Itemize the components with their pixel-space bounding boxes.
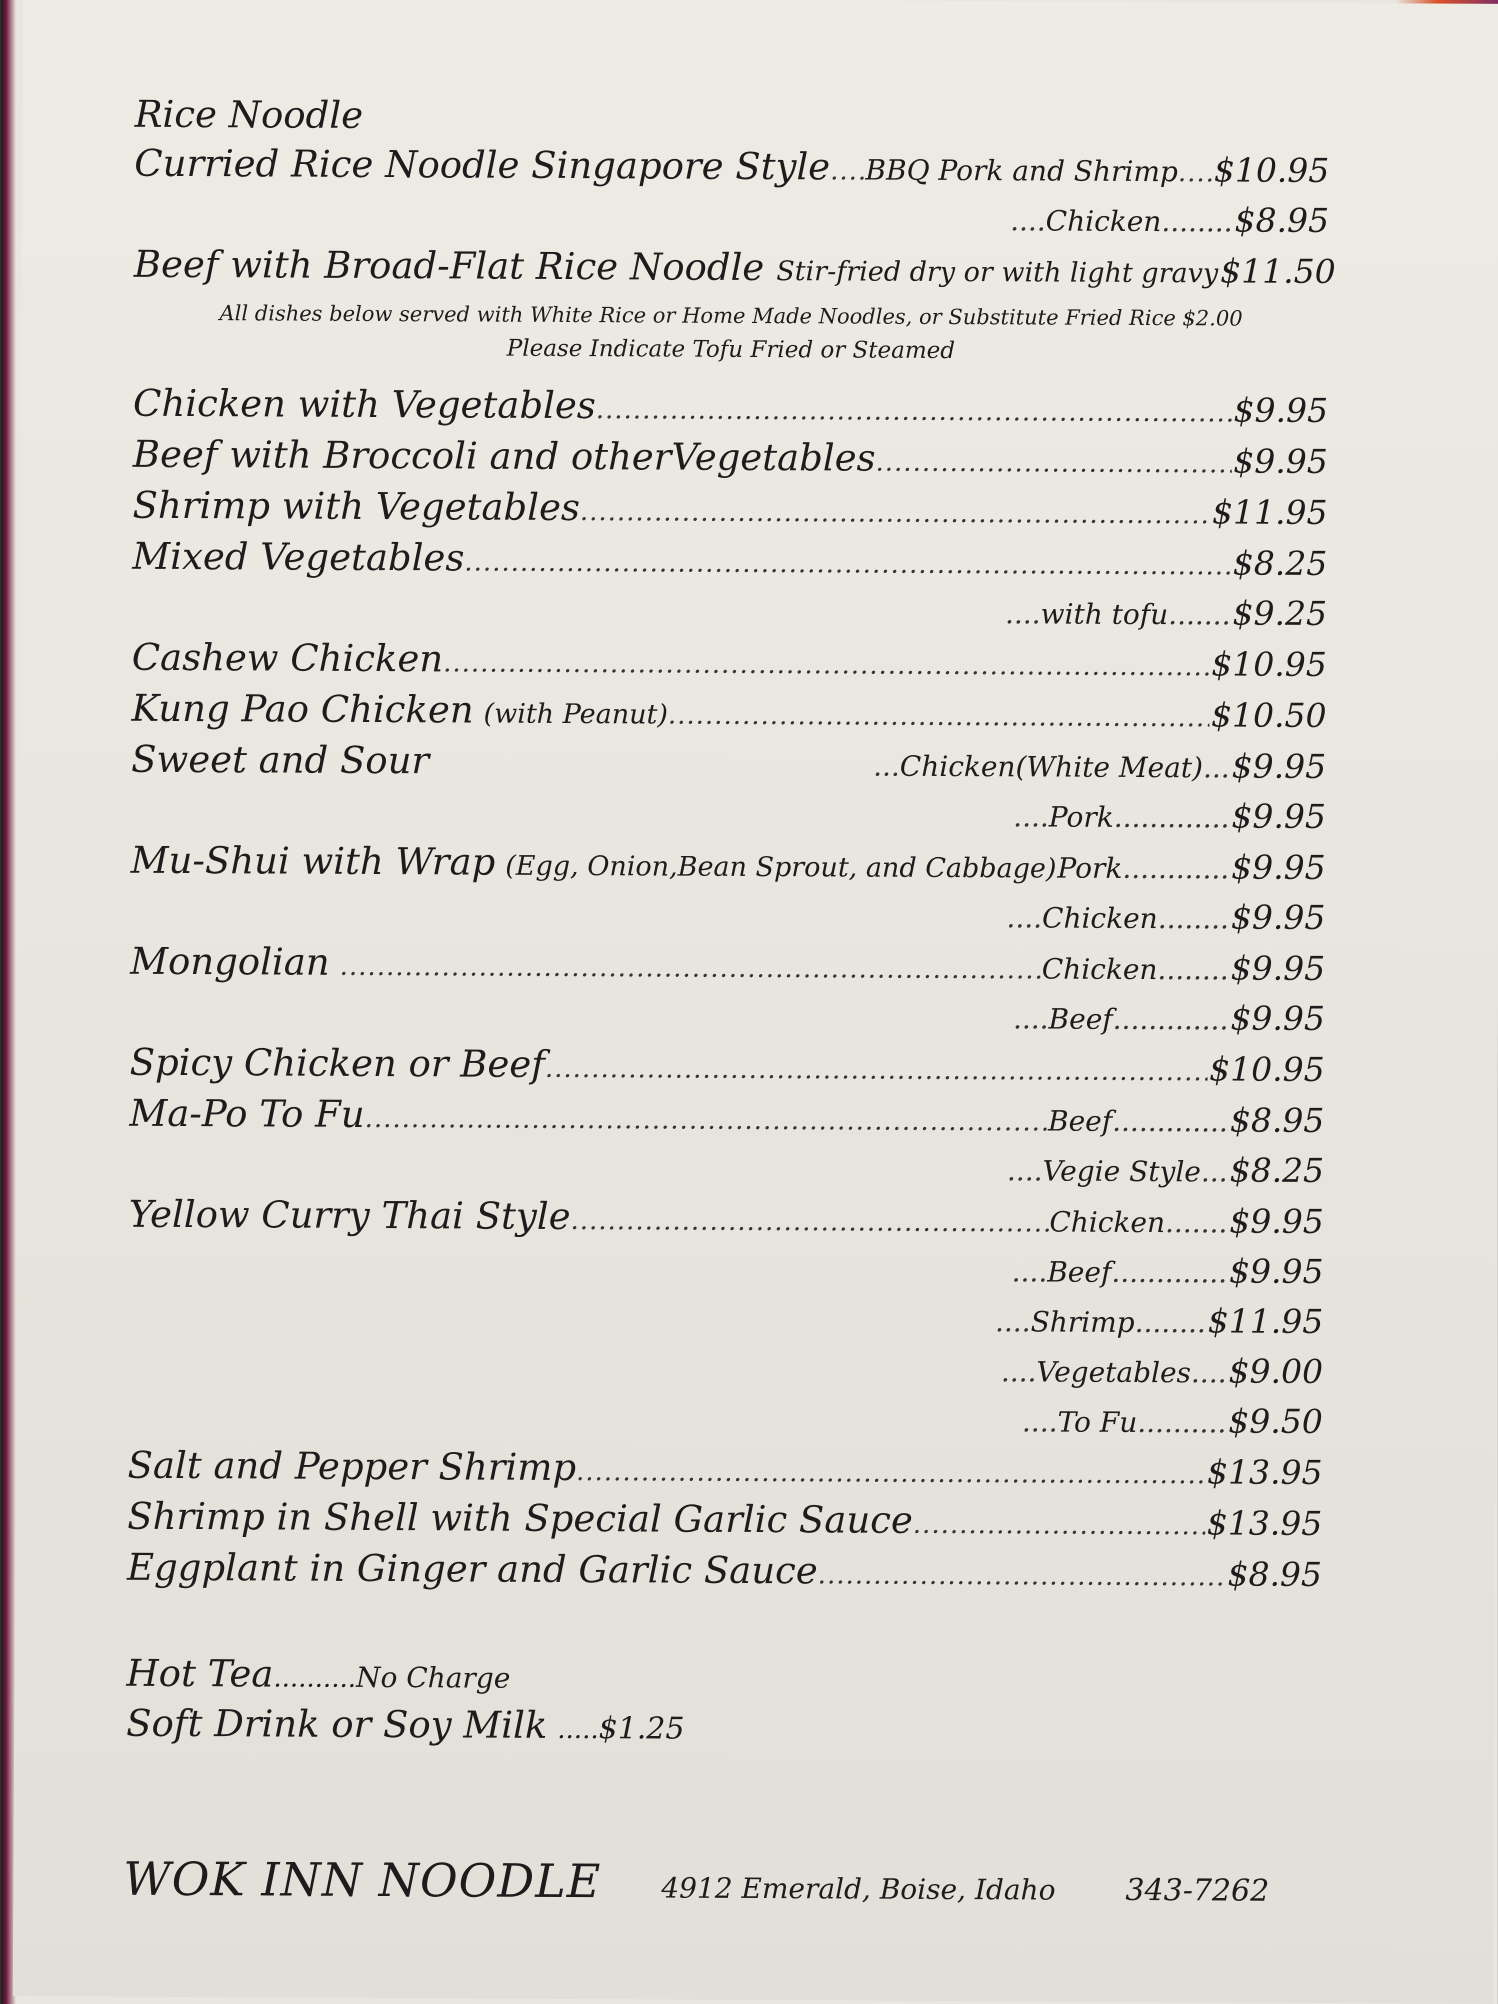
item-option: Chicken [1042,943,1158,995]
leader-dots: .......... [273,1653,356,1703]
leader-dots: ............. [1111,1247,1227,1299]
item-name: Shrimp in Shell with Special Garlic Sauce [127,1491,913,1546]
item-option: Beef [1047,1247,1111,1298]
item-name: Salt and Pepper Shrimp [127,1440,576,1493]
item-option: BBQ Pork and Shrimp [865,145,1178,198]
leader-dots: ... [1203,742,1230,793]
leader-dots: ........ [1158,893,1229,944]
item-price: $11.95 [1208,1295,1324,1347]
leader-dots: ....... [1168,589,1231,640]
menu-subitem-curry-beef [128,1240,1323,1296]
item-price: $9.50 [1228,1395,1323,1446]
menu-subitem-sweet-sour-pork [131,785,1326,841]
item-price: $8.95 [1234,194,1329,245]
menu-subitem-mongolian-beef [130,987,1325,1043]
leader-dots: ............ [1122,843,1229,895]
item-name: Beef with Broccoli and otherVegetables [133,429,876,484]
leader-dots [340,942,1042,997]
leader-dots: .... [1013,993,1049,1044]
leader-dots: .... [1013,791,1049,842]
drink-name: Hot Tea [126,1649,273,1700]
leader-dots: ........ [1157,944,1228,995]
menu-item-sweet-sour [131,734,1326,791]
spacer [429,773,873,775]
item-price: $9.95 [1230,992,1325,1043]
item-option: Vegie Style [1042,1145,1201,1197]
leader-dots [818,1550,1226,1603]
item-price: $10.95 [1214,144,1330,196]
leader-dots [1178,148,1212,199]
item-option: Chicken [1046,195,1162,247]
menu-subitem-curry-shrimp [128,1290,1323,1346]
item-price: $9.95 [1231,891,1326,942]
leader-dots [875,438,1231,491]
leader-dots: ... [873,741,900,792]
item-price: $9.95 [1229,1195,1324,1246]
leader-dots [668,691,1209,745]
leader-dots: .......... [1137,1397,1226,1448]
leader-dots: .... [1007,1145,1043,1196]
leader-dots [580,487,1210,541]
menu-list [126,92,1330,1755]
leader-dots [364,1094,1048,1149]
leader-dots [570,1196,1049,1250]
item-name: Curried Rice Noodle Singapore Style [134,138,830,193]
item-price: $8.25 [1229,1144,1324,1195]
restaurant-phone: 343-7262 [1125,1873,1269,1909]
restaurant-name: WOK INN NOODLE [123,1852,601,1909]
item-option: Pork [1057,843,1122,894]
item-name: Mongolian [130,936,330,988]
item-price: $8.95 [1230,1094,1325,1145]
menu-item-mongolian [130,936,1325,993]
item-price: $13.95 [1207,1497,1323,1549]
leader-dots: .... [1006,892,1042,943]
item-note: (Egg, Onion,Bean Sprout, and Cabbage) [505,841,1056,895]
item-option: Beef [1048,1096,1112,1147]
menu-item-yellow-curry [129,1189,1324,1246]
menu-subitem-curry-tofu [128,1390,1323,1446]
leader-dots: ... [1201,1146,1228,1197]
leader-dots [443,638,1209,693]
item-name: Cashew Chicken [132,632,444,685]
menu-footer [123,1852,1323,1912]
item-price: $9.95 [1232,740,1327,791]
item-note: (with Peanut) [483,689,668,741]
item-option: Chicken [1042,892,1158,944]
drink-name: Soft Drink or Soy Milk [126,1699,547,1751]
menu-item-spicy [130,1037,1325,1094]
item-option: with tofu [1040,588,1168,640]
leader-dots: .... [1012,1246,1048,1297]
item-option: Chicken(White Meat) [900,741,1203,794]
drink-value: No Charge [356,1653,511,1704]
drink-hot-tea [126,1649,1321,1705]
item-price: $9.00 [1228,1345,1323,1396]
menu-subitem-mapo-vegie [129,1139,1324,1195]
item-price: $8.95 [1227,1548,1322,1599]
item-price: $10.95 [1209,1043,1325,1095]
leader-dots [545,1044,1208,1098]
leader-dots: ........ [1161,196,1232,247]
section-title-rice-noodle: Rice Noodle [135,92,1330,144]
item-name: Spicy Chicken or Beef [130,1037,546,1090]
leader-dots: ............. [1112,1096,1228,1148]
item-price: $9.95 [1231,790,1326,841]
item-price: $10.95 [1211,638,1327,690]
drink-soft-drink [126,1699,1321,1755]
item-price: $9.95 [1233,384,1328,435]
item-name: Mixed Vegetables [132,531,464,584]
item-option: Pork [1049,792,1114,843]
leader-dots: .... [1001,1346,1037,1397]
notice-rice-options: All dishes below served with White Rice or Home Made Noodles, or Substitute Fried Rice $2.00 [134,296,1329,336]
item-price: $9.95 [1233,435,1328,486]
menu-item-mu-shui [131,835,1326,892]
restaurant-address: 4912 Emerald, Boise, Idaho [661,1872,1055,1907]
item-note: Stir-fried dry or with light gravy [776,246,1218,299]
leader-dots: .... [995,1296,1031,1347]
item-name: Beef with Broad-Flat Rice Noodle [134,239,765,293]
leader-dots [464,537,1231,592]
leader-dots: ..... [557,1705,599,1755]
item-option: Chicken [1049,1197,1165,1249]
menu-subitem-curry-vegetables [128,1340,1323,1396]
item-name: Yellow Curry Thai Style [129,1189,571,1242]
drink-price: $1.25 [599,1704,685,1754]
menu-item-salt-pepper-shrimp [127,1440,1322,1497]
menu-subitem-curried-chicken [134,189,1329,245]
menu-item-curried-rice-noodle [134,138,1329,195]
leader-dots: .... [1191,1347,1227,1398]
notice-tofu: Please Indicate Tofu Fried or Steamed [133,330,1328,370]
item-name: Eggplant in Ginger and Garlic Sauce [127,1542,818,1597]
menu-subitem-mu-shui-chicken [130,886,1325,942]
item-option: Shrimp [1030,1296,1134,1348]
item-price: $9.25 [1232,587,1327,638]
leader-dots: ....... [1165,1197,1228,1248]
item-price: $9.95 [1231,841,1326,892]
menu-item-mapo [129,1088,1324,1145]
item-price: $13.95 [1207,1446,1323,1498]
leader-dots: ............. [1114,792,1230,844]
leader-dots: ............. [1113,994,1229,1046]
item-option: To Fu [1057,1397,1137,1448]
leader-dots: .... [1022,1396,1058,1447]
item-name: Ma-Po To Fu [129,1088,364,1140]
item-name: Chicken with Vegetables [133,378,596,431]
item-name: Mu-Shui with Wrap [131,835,496,888]
leader-dots: .... [1005,588,1041,639]
item-name: Kung Pao Chicken [131,683,473,736]
leader-dots: .... [1010,195,1046,246]
item-name: Shrimp with Vegetables [132,480,580,533]
item-price: $11.50 [1220,245,1336,297]
leader-dots: ........ [1135,1297,1206,1348]
menu-item-chicken-vegetables [133,378,1328,435]
item-price: $9.95 [1231,942,1326,993]
item-price: $9.95 [1229,1245,1324,1296]
item-name: Sweet and Sour [131,734,429,787]
menu-item-cashew-chicken [132,632,1327,689]
item-price: $8.25 [1233,537,1328,588]
menu-page [13,0,1498,2004]
leader-dots [913,1500,1205,1553]
item-price: $11.95 [1212,486,1328,538]
item-option: Beef [1048,994,1112,1045]
menu-item-beef-broad-flat [134,239,1329,296]
item-option: Vegetables [1036,1346,1191,1398]
leader-dots [830,146,866,197]
menu-subitem-mixed-tofu [132,582,1327,638]
item-price: $10.50 [1211,689,1327,741]
